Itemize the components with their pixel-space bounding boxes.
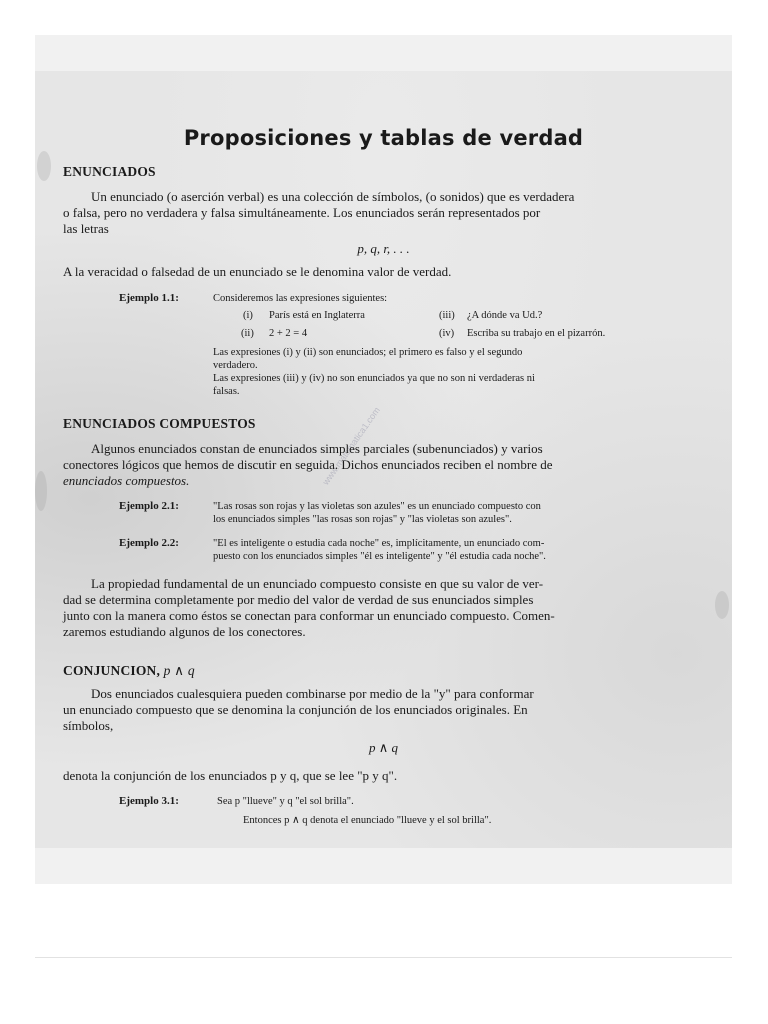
paragraph-line: o falsa, pero no verdadera y falsa simultáneamente. Los enunciados serán representados por [63, 205, 541, 220]
viewer-bottom-margin [35, 848, 732, 884]
watermark: www.matematica1.com [320, 405, 382, 487]
example-label: Ejemplo 2.1: [119, 500, 179, 512]
paragraph-line: símbolos, [63, 718, 114, 733]
paragraph-line: La propiedad fundamental de un enunciado compuesto consiste en que su valor de ver- [91, 576, 544, 591]
item-number: (ii) [241, 328, 254, 339]
page-title: Proposiciones y tablas de verdad [183, 126, 584, 150]
item-number: (iii) [439, 310, 455, 321]
example-text: puesto con los enunciados simples "él es inteligente" y "él estudia cada noche". [213, 551, 546, 562]
example-label: Ejemplo 1.1: [119, 292, 179, 304]
letters-formula: p, q, r, . . . [357, 241, 410, 256]
example-text: Consideremos las expresiones siguientes: [213, 293, 388, 304]
paragraph-line: un enunciado compuesto que se denomina la conjunción de los enunciados originales. En [63, 702, 528, 717]
example-text: Las expresiones (i) y (ii) son enunciados; el primero es falso y el segundo [213, 347, 523, 358]
paragraph-line: Un enunciado (o aserción verbal) es una colección de símbolos, (o sonidos) que es verdadera [91, 189, 575, 204]
example-text: verdadero. [213, 360, 258, 371]
scan-smudge [35, 471, 47, 511]
example-label: Ejemplo 3.1: [119, 795, 179, 807]
example-text: "El es inteligente o estudia cada noche" es, implícitamente, un enunciado com- [213, 538, 545, 549]
paragraph-line: denota la conjunción de los enunciados p y q, que se lee "p y q". [63, 768, 398, 783]
example-text: "Las rosas son rojas y las violetas son azules" es un enunciado compuesto con [213, 501, 541, 512]
example-label: Ejemplo 2.2: [119, 537, 179, 549]
example-text: Las expresiones (iii) y (iv) no son enunciados ya que no son ni verdaderas ni [213, 373, 535, 384]
conjunction-formula: p ∧ q [368, 740, 398, 755]
item-number: (iv) [439, 328, 455, 339]
example-text: falsas. [213, 386, 240, 397]
example-text: los enunciados simples "las rosas son rojas" y "las violetas son azules". [213, 514, 512, 525]
paragraph-line: A la veracidad o falsedad de un enunciado se le denomina valor de verdad. [63, 264, 452, 279]
paragraph-line: junto con la manera como éstos se conectan para conformar un enunciado compuesto. Comen- [63, 608, 555, 623]
paragraph-line: conectores lógicos que hemos de discutir en seguida. Dichos enunciados reciben el nombre de [63, 457, 553, 472]
paragraph-line: Algunos enunciados constan de enunciados simples parciales (subenunciados) y varios [91, 441, 543, 456]
scanned-page [35, 71, 732, 848]
item-text: 2 + 2 = 4 [269, 328, 308, 339]
section-heading-enunciados: ENUNCIADOS [63, 164, 156, 179]
scan-smudge [715, 591, 729, 619]
example-text: Sea p "llueve" y q "el sol brilla". [217, 796, 354, 807]
viewer-top-margin [35, 35, 732, 71]
example-text: Entonces p ∧ q denota el enunciado "llueve y el sol brilla". [243, 815, 492, 826]
paragraph-line: dad se determina completamente por medio del valor de verdad de sus enunciados simples [63, 592, 534, 607]
item-text: ¿A dónde va Ud.? [467, 310, 543, 321]
scan-smudge [37, 151, 51, 181]
paragraph-line: zaremos estudiando algunos de los conectores. [63, 624, 306, 639]
section-heading-conjuncion [63, 663, 195, 679]
heading-text: CONJUNCION, [63, 663, 161, 678]
paragraph-line: Dos enunciados cualesquiera pueden combinarse por medio de la "y" para conformar [91, 686, 534, 701]
paragraph-line: enunciados compuestos. [63, 473, 190, 488]
divider [35, 957, 732, 958]
paragraph-line: las letras [63, 221, 109, 236]
item-text: París está en Inglaterra [269, 310, 365, 321]
item-number: (i) [243, 310, 253, 321]
item-text: Escriba su trabajo en el pizarrón. [467, 328, 606, 339]
section-heading-enunciados-compuestos: ENUNCIADOS COMPUESTOS [63, 416, 256, 431]
heading-symbol: p ∧ q [163, 663, 195, 678]
